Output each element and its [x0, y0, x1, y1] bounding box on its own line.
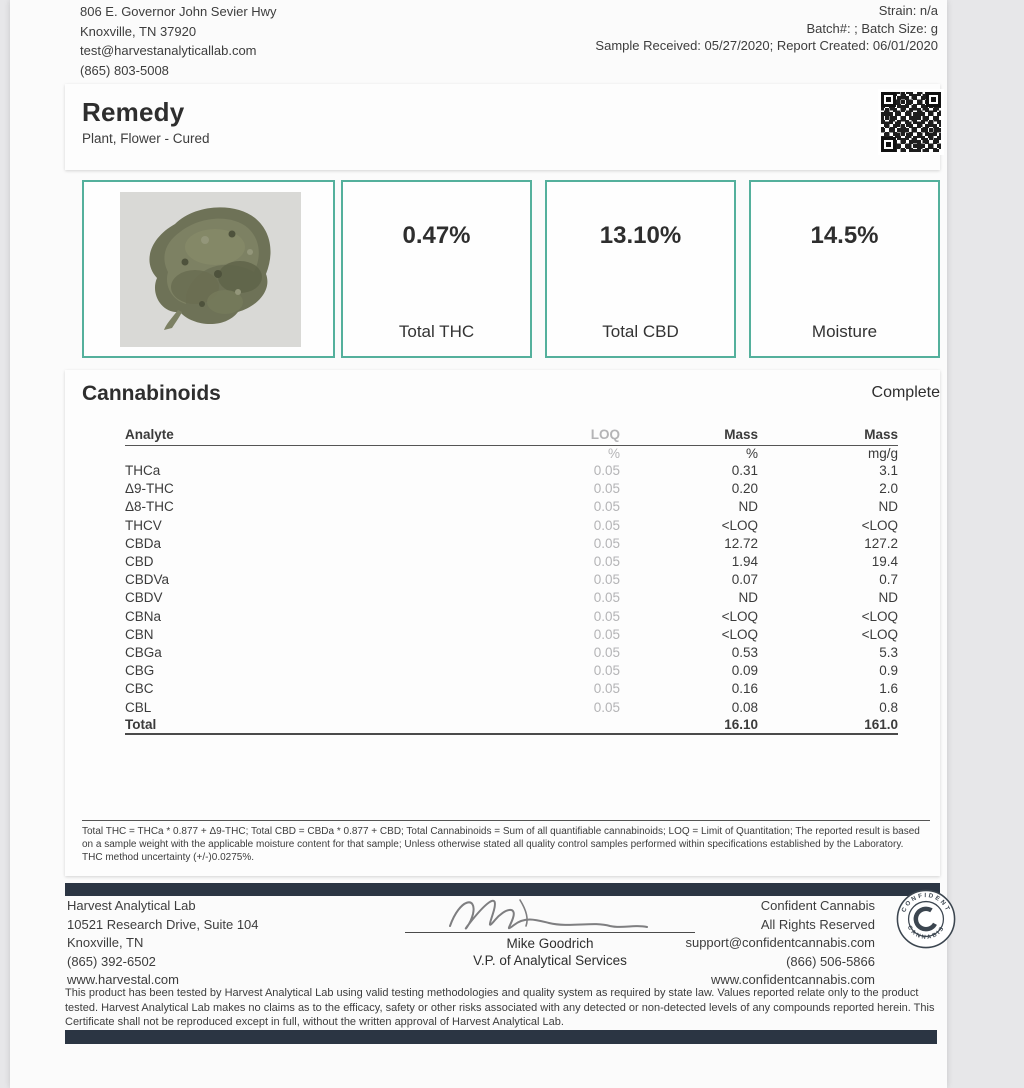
loq-value: 0.05 — [593, 572, 620, 588]
unit-mass-mgg: mg/g — [867, 446, 898, 462]
mass-mgg-value: 19.4 — [871, 554, 898, 570]
cannabinoids-title: Cannabinoids — [82, 382, 221, 405]
cc-email: support@confidentcannabis.com — [685, 935, 875, 950]
table-row — [125, 680, 898, 698]
loq-value: 0.05 — [593, 499, 620, 515]
mass-pct-value: 0.08 — [731, 699, 758, 715]
batch-line: Batch#: ; Batch Size: g — [806, 20, 938, 36]
mass-mgg-value: 2.0 — [879, 481, 898, 497]
footer-cc-block — [685, 897, 875, 990]
loq-value: 0.05 — [593, 608, 620, 624]
analyte-name: CBG — [125, 663, 155, 679]
product-photo — [120, 192, 301, 347]
sample-type: Plant, Flower - Cured — [82, 131, 210, 146]
footer-lab-block — [67, 897, 259, 990]
bottom-bar — [65, 1030, 937, 1044]
mass-pct-value: 0.20 — [731, 481, 758, 497]
mass-mgg-value: <LOQ — [861, 608, 898, 624]
mass-pct-value: <LOQ — [721, 626, 758, 642]
total-thc-value: 0.47% — [402, 222, 471, 249]
signature-icon — [425, 886, 675, 936]
moisture-box — [749, 180, 940, 358]
lab-address-line: 806 E. Governor John Sevier Hwy — [80, 4, 277, 19]
moisture-label: Moisture — [811, 322, 878, 341]
total-label: Total — [125, 716, 385, 734]
analyte-name: CBDa — [125, 535, 162, 551]
table-row — [125, 534, 898, 552]
lab-address-block — [80, 2, 277, 80]
footer-lab-phone: (865) 392-6502 — [67, 953, 156, 969]
analyte-name: CBDVa — [125, 572, 170, 588]
cannabis-bud-illustration — [120, 192, 301, 347]
mass-pct-value: 1.94 — [731, 554, 758, 570]
mass-pct-value: 0.31 — [731, 463, 758, 479]
table-row — [125, 698, 898, 716]
analyte-name: CBNa — [125, 608, 162, 624]
mass-mgg-value: 1.6 — [879, 681, 898, 697]
footer-lab-name: Harvest Analytical Lab — [67, 898, 196, 913]
table-total-row — [125, 716, 898, 734]
lab-email: test@harvestanalyticallab.com — [80, 43, 257, 58]
cc-name: Confident Cannabis — [760, 898, 875, 913]
mass-mgg-value: <LOQ — [861, 517, 898, 533]
table-row — [125, 516, 898, 534]
loq-value: 0.05 — [593, 663, 620, 679]
loq-value: 0.05 — [593, 644, 620, 660]
analyte-name: THCa — [125, 463, 161, 479]
unit-mass-pct: % — [745, 446, 758, 462]
signer-name: Mike Goodrich — [506, 936, 594, 951]
col-mass-mgg: Mass — [758, 427, 898, 446]
col-analyte: Analyte — [125, 427, 385, 446]
total-cbd-value: 13.10% — [599, 222, 682, 249]
table-row — [125, 462, 898, 480]
total-thc-box — [341, 180, 532, 358]
footnote-block — [82, 820, 930, 864]
moisture-value: 14.5% — [810, 222, 879, 249]
loq-value: 0.05 — [593, 554, 620, 570]
sample-header-card — [65, 84, 940, 170]
mass-pct-value: 0.09 — [731, 663, 758, 679]
total-cbd-box — [545, 180, 736, 358]
strain-line: Strain: n/a — [878, 3, 938, 18]
mass-pct-value: 0.16 — [731, 681, 758, 697]
lab-phone: (865) 803-5008 — [80, 62, 169, 78]
loq-value: 0.05 — [593, 517, 620, 533]
analyte-name: Δ9-THC — [125, 481, 174, 497]
table-row — [125, 607, 898, 625]
mass-pct-value: 0.53 — [731, 644, 758, 660]
cc-website: www.confidentcannabis.com — [710, 972, 875, 987]
signer-title: V.P. of Analytical Services — [473, 953, 627, 968]
mass-mgg-value: 0.8 — [879, 699, 898, 715]
analyte-name: Δ8-THC — [125, 499, 174, 515]
total-mass-mgg: 161.0 — [758, 716, 898, 734]
mass-mgg-value: <LOQ — [861, 626, 898, 642]
table-row — [125, 480, 898, 498]
loq-value: 0.05 — [593, 590, 620, 606]
total-thc-label: Total THC — [398, 322, 475, 341]
table-row — [125, 589, 898, 607]
loq-value: 0.05 — [593, 481, 620, 497]
mass-pct-value: 0.07 — [731, 572, 758, 588]
product-photo-box — [82, 180, 335, 358]
logo-text-top: CONFIDENT — [900, 892, 952, 914]
col-mass-pct: Mass — [620, 427, 758, 446]
analyte-name: CBDV — [125, 590, 163, 606]
disclaimer-text: This product has been tested by Harvest Analytical Lab using valid testing methodologies and quality system as required by state law. Values reported relate only to the product tested. Harvest Analytical Lab makes no claims as to the efficacy, safety or other risks associated with any detected or non-detected levels of any compounds reported herein. This Certificate shall not be reproduced except in full, without the written approval of Harvest Analytical Lab. — [65, 987, 935, 1028]
table-row — [125, 571, 898, 589]
mass-pct-value: ND — [738, 499, 758, 515]
coa-document-page — [10, 0, 952, 1088]
loq-value: 0.05 — [593, 626, 620, 642]
mass-mgg-value: 3.1 — [879, 463, 898, 479]
loq-value: 0.05 — [593, 681, 620, 697]
confident-cannabis-logo-icon — [895, 888, 957, 950]
analyte-name: CBN — [125, 626, 154, 642]
mass-pct-value: ND — [738, 590, 758, 606]
signature-line — [405, 932, 695, 933]
col-loq: LOQ — [385, 427, 620, 446]
mass-mgg-value: 5.3 — [879, 644, 898, 660]
table-row — [125, 498, 898, 516]
footer-lab-address: 10521 Research Drive, Suite 104 — [67, 916, 259, 932]
cannabinoids-status: Complete — [871, 384, 940, 401]
total-loq — [385, 716, 620, 734]
analyte-name: CBD — [125, 554, 154, 570]
sample-name: Remedy — [82, 97, 185, 127]
analyte-name: CBGa — [125, 644, 162, 660]
mass-mgg-value: ND — [878, 590, 898, 606]
table-header-row — [125, 427, 898, 446]
footnote-uncertainty: THC method uncertainty (+/-)0.0275%. — [82, 852, 255, 863]
table-units-row — [125, 446, 898, 462]
cc-phone: (866) 506-5866 — [786, 953, 875, 969]
mass-mgg-value: ND — [878, 499, 898, 515]
loq-value: 0.05 — [593, 535, 620, 551]
logo-text-bottom: CANNABIS — [905, 924, 947, 942]
sample-meta-block — [595, 2, 938, 55]
total-mass-pct: 16.10 — [620, 716, 758, 734]
analyte-name: CBL — [125, 699, 152, 715]
mass-mgg-value: 0.9 — [879, 663, 898, 679]
mass-pct-value: <LOQ — [721, 608, 758, 624]
mass-mgg-value: 127.2 — [864, 535, 898, 551]
mass-pct-value: <LOQ — [721, 517, 758, 533]
mass-pct-value: 12.72 — [724, 535, 758, 551]
loq-value: 0.05 — [593, 699, 620, 715]
loq-value: 0.05 — [593, 463, 620, 479]
table-row — [125, 552, 898, 570]
mass-mgg-value: 0.7 — [879, 572, 898, 588]
lab-address-line: Knoxville, TN 37920 — [80, 23, 197, 39]
unit-loq: % — [607, 446, 620, 462]
footnote-definitions: Total THC = THCa * 0.877 + Δ9-THC; Total CBD = CBDa * 0.877 + CBD; Total Cannabinoids = Sum of all quantifiable cannabinoids; LOQ = Limit of Quantitation; The reported result is based on a sample weight with the applicable moisture content for that sample; Unless otherwise stated all quality control samples performed within specifications established by the Laboratory. — [82, 826, 920, 850]
total-cbd-label: Total CBD — [602, 322, 679, 341]
analyte-name: THCV — [125, 517, 162, 533]
footer-lab-website: www.harvestal.com — [67, 972, 179, 987]
table-row — [125, 643, 898, 661]
signature-block — [405, 886, 695, 968]
cc-rights: All Rights Reserved — [760, 916, 875, 932]
dates-line: Sample Received: 05/27/2020; Report Created: 06/01/2020 — [595, 38, 938, 53]
analyte-name: CBC — [125, 681, 154, 697]
table-row — [125, 625, 898, 643]
footer-lab-city: Knoxville, TN — [67, 935, 144, 950]
qr-code-icon — [878, 89, 944, 155]
table-row — [125, 662, 898, 680]
cannabinoids-table — [125, 427, 898, 735]
